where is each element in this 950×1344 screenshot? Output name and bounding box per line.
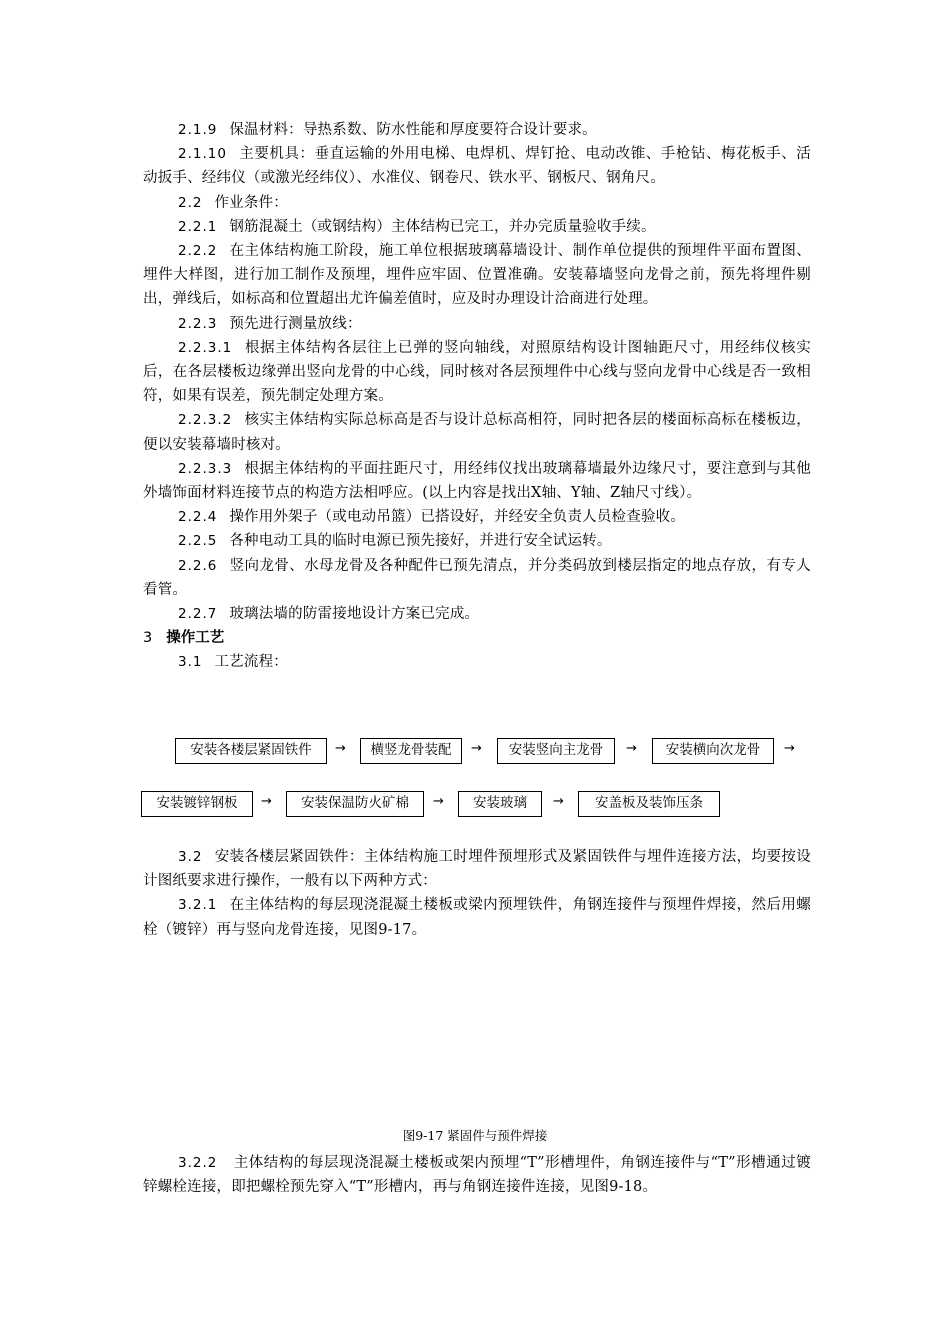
flow-step-7: 安装玻璃 [458, 791, 542, 817]
paragraph-2-2-3-1: 2.2.3.1 根据主体结构各层往上已弹的竖向轴线，对照原结构设计图轴距尺寸，用经纬仪核实后，在各层楼板边缘弹出竖向龙骨的中心线，同时核对各层预埋件中心线与竖向龙骨中心线是否一致相符，如果有误差，预先制定处理方案。 [143, 339, 811, 405]
arrow-icon: → [471, 741, 482, 756]
document-body-mid [143, 845, 811, 942]
paragraph-2-2-7: 2.2.7 玻璃法墙的防雷接地设计方案已完成。 [178, 606, 480, 623]
flow-step-3: 安装竖向主龙骨 [497, 738, 615, 764]
flow-step-8: 安盖板及装饰压条 [578, 791, 720, 817]
paragraph-2-1-10: 2.1.10 主要机具：垂直运输的外用电梯、电焊机、焊钉抢、电动改锥、手枪钻、梅花板手、活动扳手、经纬仪（或激光经纬仪）、水准仪、钢卷尺、铁水平、钢板尺、钢角尺。 [143, 146, 811, 187]
figure-caption: 图9-17 紧固件与预件焊接 [402, 1128, 548, 1143]
flow-step-1: 安装各楼层紧固铁件 [175, 738, 327, 764]
paragraph-2-2-4: 2.2.4 操作用外架子（或电动吊篮）已搭设好，并经安全负责人员检查验收。 [178, 509, 686, 526]
arrow-icon: → [553, 794, 564, 809]
flow-step-2: 横竖龙骨装配 [360, 738, 462, 764]
arrow-icon: → [335, 741, 346, 756]
flow-step-6: 安装保温防火矿棉 [286, 791, 424, 817]
paragraph-3-1: 3.1 工艺流程： [178, 654, 288, 671]
paragraph-2-2-1: 2.2.1 钢筋混凝土（或钢结构）主体结构已完工，并办完质量验收手续。 [178, 218, 656, 235]
paragraph-3-2: 3.2 安装各楼层紧固铁件：主体结构施工时埋件预埋形式及紧固铁件与埋件连接方法，均要按设计图纸要求进行操作，一般有以下两种方式： [143, 849, 811, 890]
arrow-icon: → [626, 741, 637, 756]
arrow-icon: → [784, 741, 795, 756]
document-body [143, 118, 811, 675]
paragraph-2-2-5: 2.2.5 各种电动工具的临时电源已预先接好，并进行安全试运转。 [178, 533, 612, 550]
paragraph-2-1-9: 2.1.9 保温材料：导热系数、防水性能和厚度要符合设计要求。 [178, 122, 597, 138]
flow-step-4: 安装横向次龙骨 [652, 738, 774, 764]
arrow-icon: → [433, 794, 444, 809]
paragraph-2-2-3: 2.2.3 预先进行测量放线： [178, 315, 362, 332]
paragraph-3-2-1: 3.2.1 在主体结构的每层现浇混凝土楼板或梁内预埋铁件，角钢连接件与预埋件焊接，然后用螺栓（镀锌）再与竖向龙骨连接，见图9-17。 [143, 897, 811, 938]
paragraph-2-2-3-2: 2.2.3.2 核实主体结构实际总标高是否与设计总标高相符，同时把各层的楼面标高标在楼板边，便以安装幕墙时核对。 [143, 412, 811, 453]
paragraph-2-2-3-3: 2.2.3.3 根据主体结构的平面拄距尺寸，用经纬仪找出玻璃幕墙最外边缘尺寸，要注意到与其他外墙饰面材料连接节点的构造方法相呼应。(以上内容是找出X轴、Y轴、Z轴尺寸线）。 [143, 460, 811, 502]
paragraph-2-2: 2.2 作业条件： [178, 194, 288, 211]
paragraph-2-2-2: 2.2.2 在主体结构施工阶段，施工单位根据玻璃幕墙设计、制作单位提供的预埋件平面布置图、埋件大样图，进行加工制作及预埋，埋件应牢固、位置准确。安装幕墙竖向龙骨之前，预先将埋件剔出，弹线后，如标高和位置超出尤许偏差值时，应及时办理设计洽商进行处理。 [143, 243, 811, 308]
paragraph-2-2-6: 2.2.6 竖向龙骨、水母龙骨及各种配件已预先清点，并分类码放到楼层指定的地点存放，有专人看管。 [143, 557, 811, 598]
paragraph-3-2-2: 3.2.2 主体结构的每层现浇混凝土楼板或架内预埋“T”形槽埋件，角钢连接件与“T”形槽通过镀锌螺栓连接，即把螺栓预先穿入“T”形槽内，再与角钢连接件连接，见图9-18。 [143, 1155, 811, 1196]
arrow-icon: → [261, 794, 272, 809]
document-body-bottom [143, 1151, 811, 1199]
flow-step-5: 安装镀锌钢板 [141, 791, 253, 817]
section-heading-3: 3 操作工艺 [143, 630, 225, 647]
